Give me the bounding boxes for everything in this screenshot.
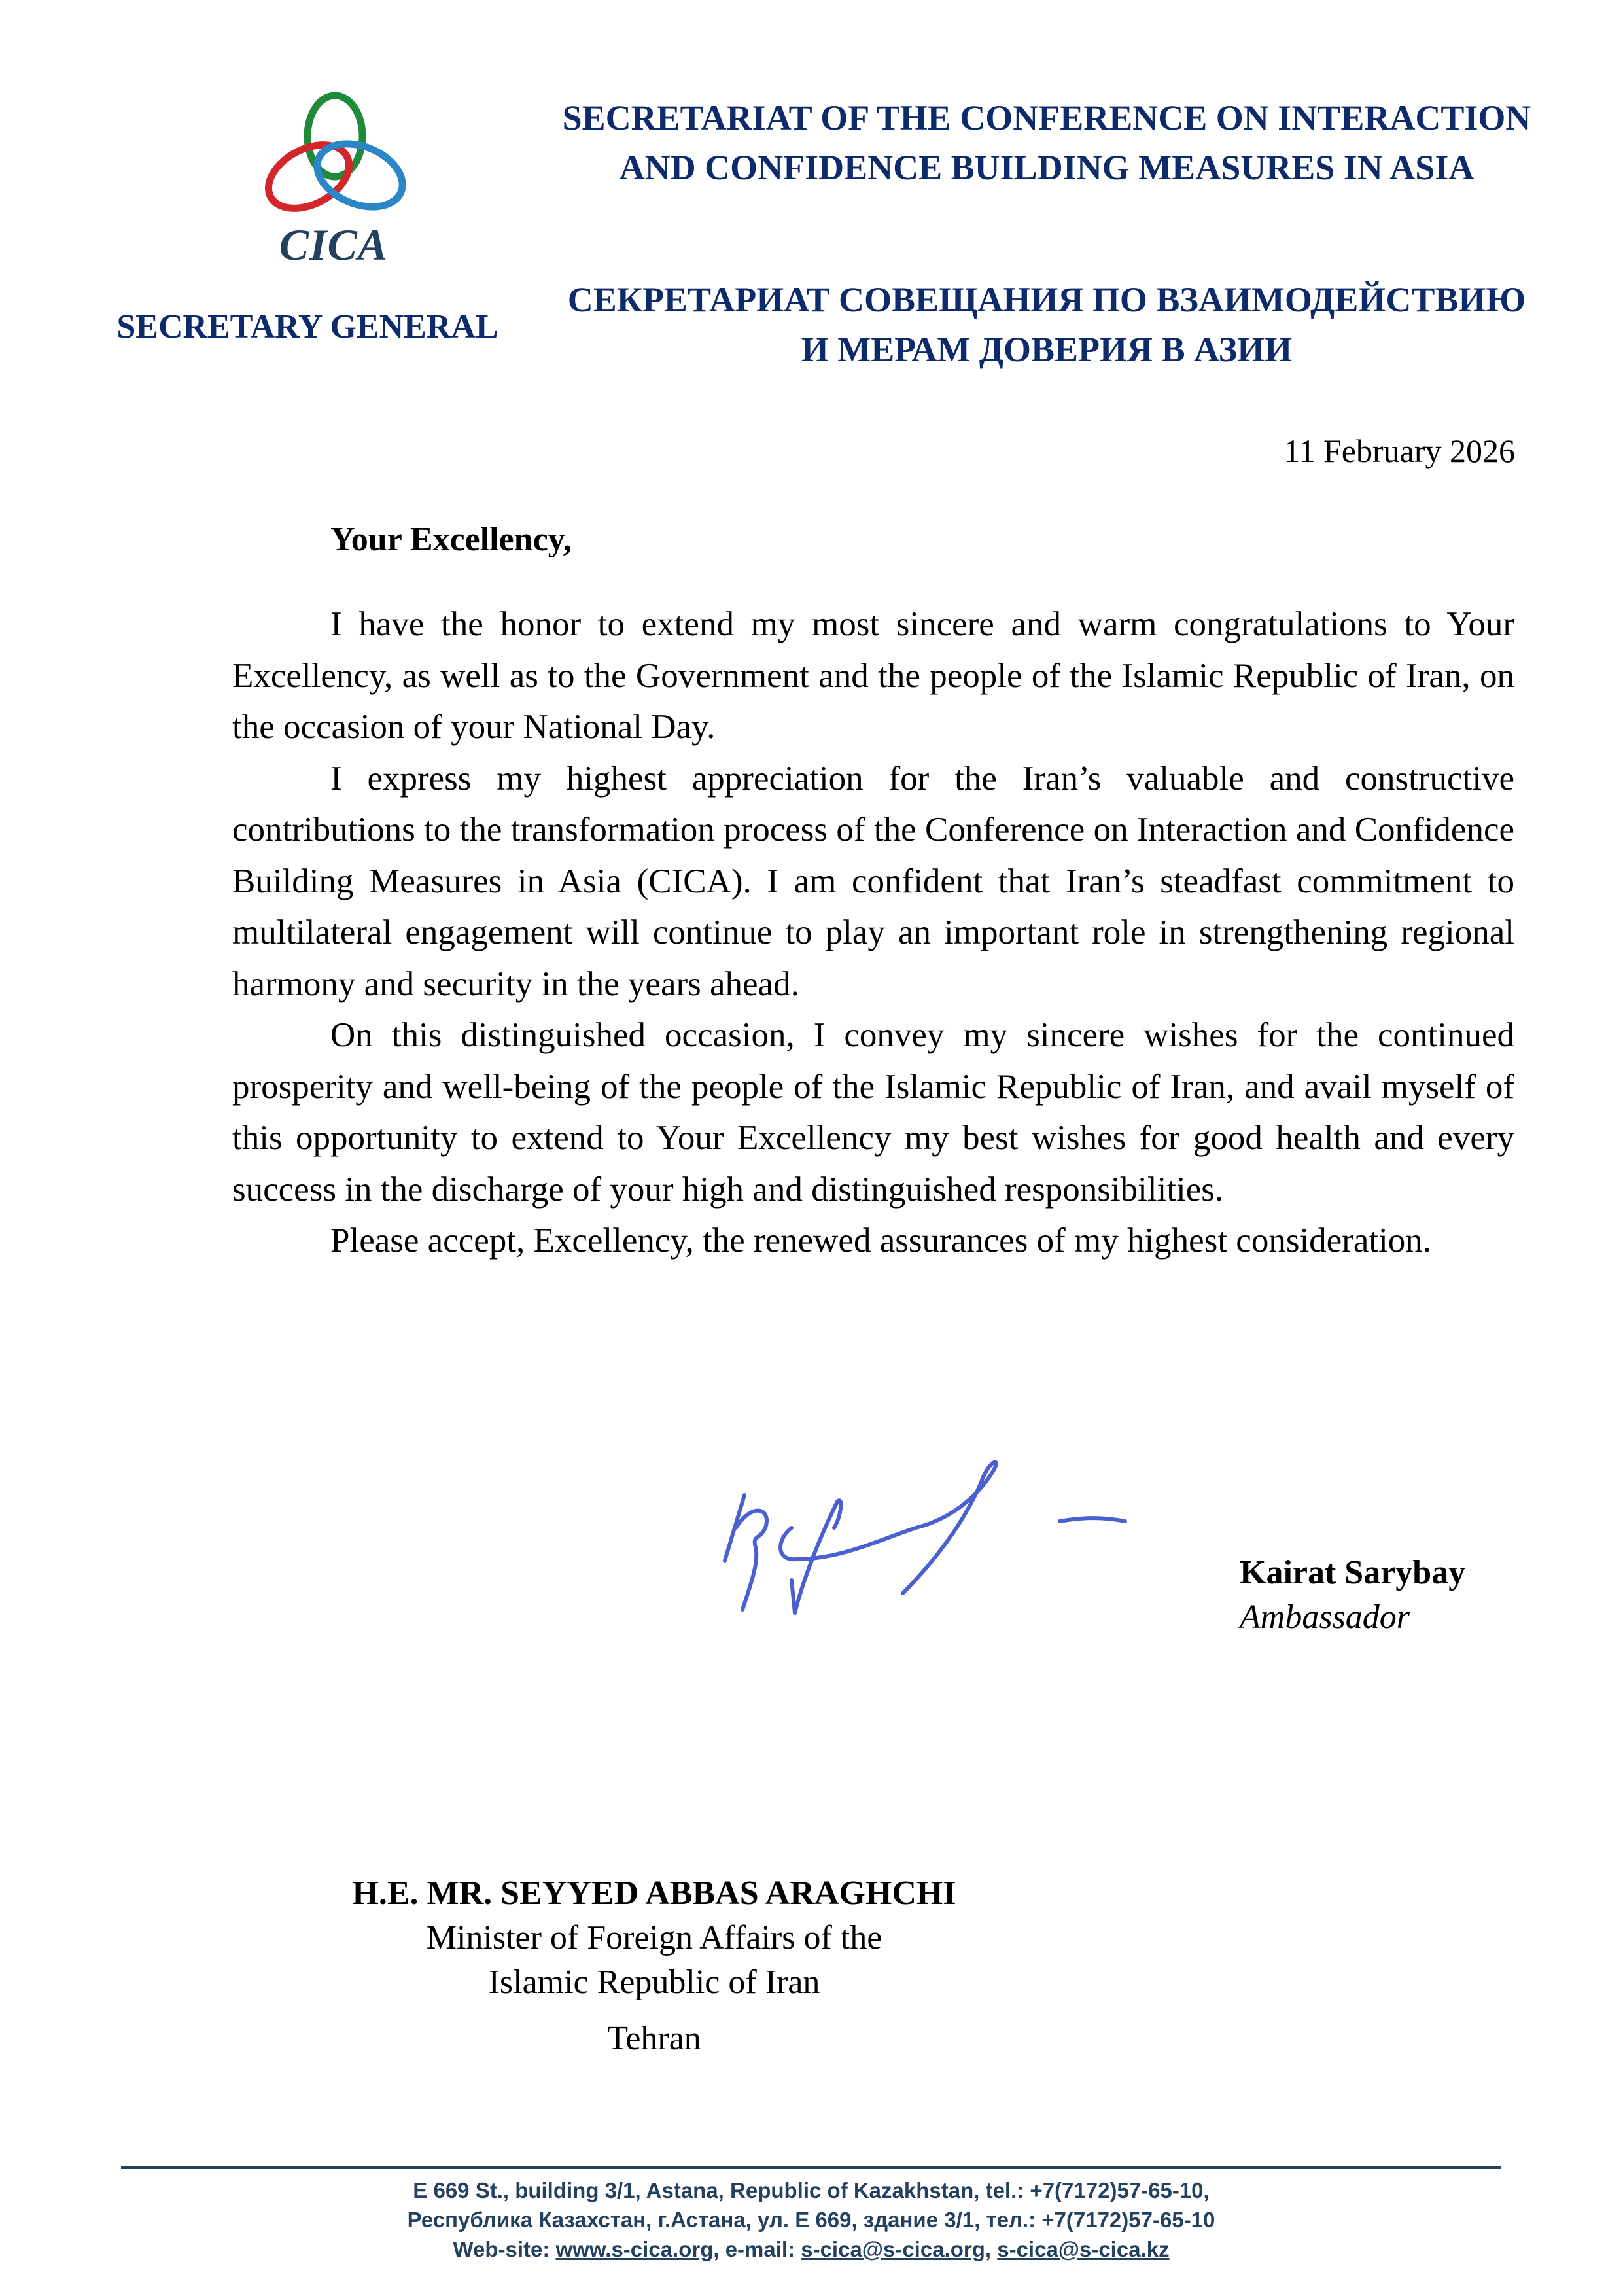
paragraph: I express my highest appreciation for the Iran’s valuable and constructive contributions to the transformation process of the Conference on Interaction and Confidence Building Measures in Asia (CICA). I am confident that Iran’s steadfast commitment to multilateral engagement will continue to play an important role in strengthening regional harmony and security in the years ahead. bbox=[232, 759, 1514, 1003]
footer bbox=[121, 2176, 1501, 2264]
letter-date: 11 February 2026 bbox=[1283, 433, 1515, 469]
email-label: , e-mail: bbox=[713, 2237, 801, 2261]
handwritten-signature bbox=[707, 1456, 1217, 1619]
addressee-name: H.E. MR. SEYYED ABBAS ARAGHCHI bbox=[352, 1875, 956, 1912]
email-link-org[interactable]: s-cica@s-cica.org bbox=[801, 2237, 985, 2261]
org-name-en-line: AND CONFIDENCE BUILDING MEASURES IN ASIA bbox=[619, 148, 1475, 187]
addressee-block bbox=[314, 1871, 994, 2061]
website-label: Web-site: bbox=[453, 2237, 556, 2261]
salutation: Your Excellency, bbox=[330, 521, 572, 558]
paragraph: I have the honor to extend my most sincere and warm congratulations to Your Excellency, as well as to the Government and the people of the Islamic Republic of Iran, on the occasion of your National Day. bbox=[232, 605, 1514, 746]
footer-address-en: E 669 St., building 3/1, Astana, Republic of Kazakhstan, tel.: +7(7172)57-65-10, bbox=[413, 2178, 1210, 2202]
org-name-en-line: SECRETARIAT OF THE CONFERENCE ON INTERACTION bbox=[562, 98, 1531, 137]
org-name-ru-line: СЕКРЕТАРИАТ СОВЕЩАНИЯ ПО ВЗАИМОДЕЙСТВИЮ bbox=[567, 280, 1526, 319]
paragraph: Please accept, Excellency, the renewed assurances of my highest consideration. bbox=[330, 1222, 1432, 1260]
footer-address-ru: Республика Казахстан, г.Астана, ул. Е 669, здание 3/1, тел.: +7(7172)57-65-10 bbox=[407, 2208, 1215, 2232]
paragraph: On this distinguished occasion, I convey my sincere wishes for the continued prosperity and well-being of the people of the Islamic Republic of Iran, and avail myself of this opportunity to extend to Your Excellency my best wishes for good health and every success in the discharge of your high and distinguished responsibilities. bbox=[232, 1016, 1514, 1209]
cica-trefoil-icon bbox=[262, 92, 406, 216]
signer-block bbox=[1240, 1551, 1465, 1640]
logo-text: CICA bbox=[279, 220, 389, 270]
separator: , bbox=[985, 2237, 998, 2261]
org-name-ru-line: И МЕРАМ ДОВЕРИЯ В АЗИИ bbox=[801, 330, 1293, 369]
addressee-city: Tehran bbox=[607, 2020, 701, 2057]
org-name-russian bbox=[559, 275, 1534, 374]
letter-body bbox=[232, 599, 1514, 1267]
email-link-kz[interactable]: s-cica@s-cica.kz bbox=[997, 2237, 1170, 2261]
addressee-line: Minister of Foreign Affairs of the bbox=[426, 1919, 882, 1956]
footer-contacts bbox=[121, 2234, 1501, 2264]
website-link[interactable]: www.s-cica.org bbox=[555, 2237, 714, 2261]
footer-divider bbox=[121, 2166, 1501, 2169]
signer-title: Ambassador bbox=[1240, 1598, 1410, 1636]
secretary-general-title: SECRETARY GENERAL bbox=[116, 308, 498, 345]
org-name-english bbox=[559, 93, 1534, 192]
addressee-line: Islamic Republic of Iran bbox=[488, 1964, 820, 2001]
cica-logo bbox=[249, 92, 419, 281]
signer-name: Kairat Sarybay bbox=[1240, 1554, 1466, 1591]
